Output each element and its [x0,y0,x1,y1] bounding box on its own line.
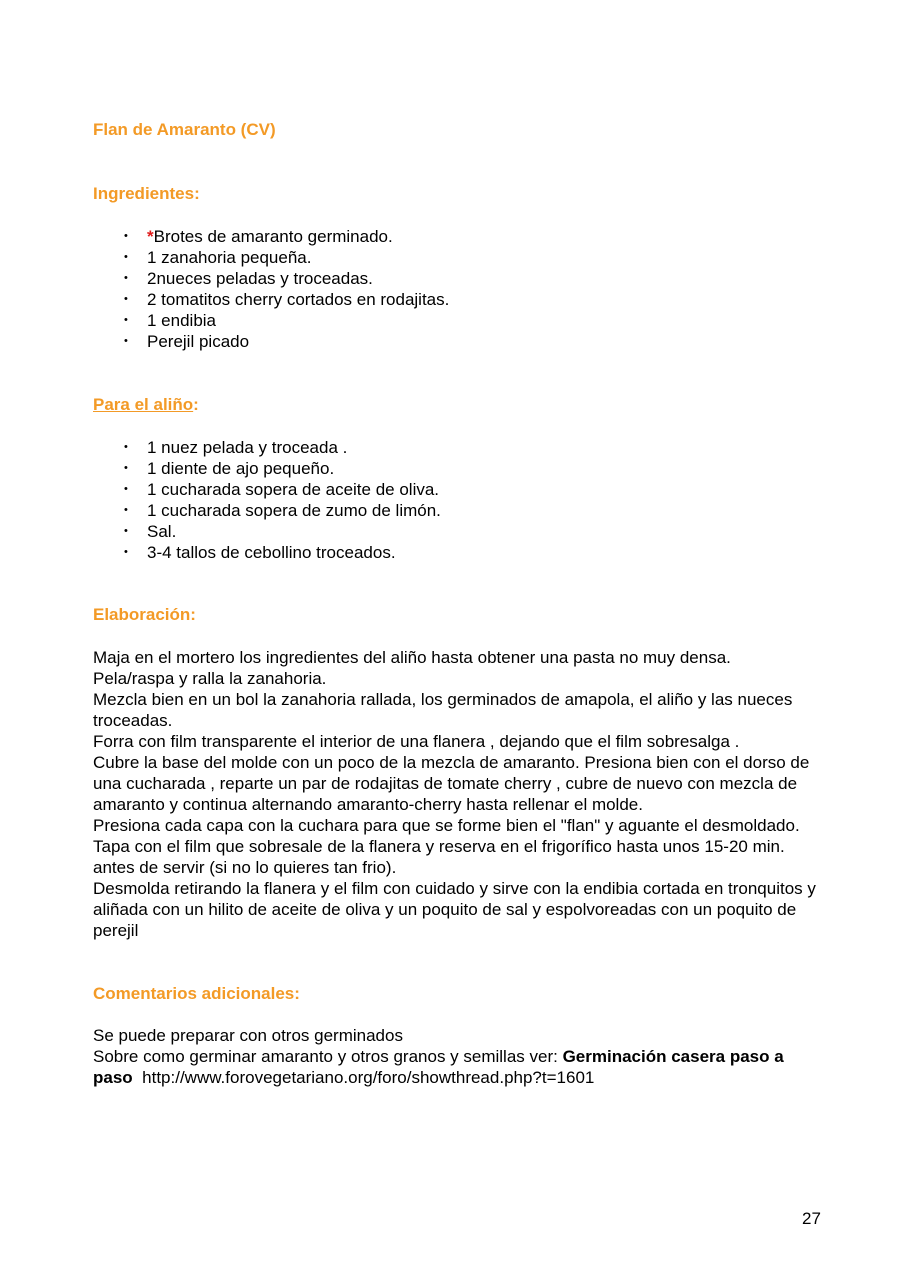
ingredient-item [93,310,449,331]
bullet-icon: • [124,441,128,453]
ingredient-text: Brotes de amaranto germinado. [153,227,393,246]
ingredient-item [93,289,449,310]
preparation-step: Presiona cada capa con la cuchara para que se forme bien el "flan" y aguante el desmoldado. [93,816,800,835]
preparation-step: Mezcla bien en un bol la zanahoria rallada, los germinados de amapola, el aliño y las nueces troceadas. [93,690,793,730]
comments-heading: Comentarios adicionales: [93,984,300,1003]
comment-prefix: Sobre como germinar amaranto y otros granos y semillas ver: [93,1047,563,1066]
preparation-text [93,647,823,941]
page-number: 27 [802,1209,821,1228]
ingredient-text: 2 tomatitos cherry cortados en rodajitas. [147,290,450,309]
dressing-heading-label: Para el aliño [93,395,194,414]
bullet-icon: • [124,462,128,474]
dressing-text: 1 diente de ajo pequeño. [147,459,335,478]
dressing-text: 3-4 tallos de cebollino troceados. [147,543,396,562]
dressing-text: Sal. [147,522,177,541]
bullet-icon: • [124,546,128,558]
dressing-heading-colon: : [193,395,199,414]
dressing-item [93,500,441,521]
comments-text [93,1025,823,1088]
ingredient-marker: * [147,227,154,246]
bullet-icon: • [124,504,128,516]
dressing-list [93,437,441,563]
dressing-text: 1 cucharada sopera de aceite de oliva. [147,480,440,499]
preparation-step: Maja en el mortero los ingredientes del aliño hasta obtener una pasta no muy densa. [93,648,731,667]
bullet-icon: • [124,272,128,284]
preparation-step: Pela/raspa y ralla la zanahoria. [93,669,327,688]
ingredient-text: 2nueces peladas y troceadas. [147,269,373,288]
ingredient-item [93,226,449,247]
dressing-heading [93,395,199,415]
preparation-step: Cubre la base del molde con un poco de la mezcla de amaranto. Presiona bien con el dorso de una cucharada , reparte un par de rodajitas de tomate cherry , cubre de nuevo con mezcla de amaranto y continua alternando amaranto-cherry hasta rellenar el molde. [93,753,810,814]
ingredient-text: Perejil picado [147,332,250,351]
guide-link[interactable]: http://www.forovegetariano.org/foro/showthread.php?t=1601 [142,1068,595,1087]
comment-line: Se puede preparar con otros germinados [93,1026,403,1045]
dressing-item [93,458,441,479]
preparation-heading: Elaboración: [93,605,196,624]
bullet-icon: • [124,335,128,347]
preparation-step: Forra con film transparente el interior de una flanera , dejando que el film sobresalga . [93,732,740,751]
ingredient-text: 1 endibia [147,311,217,330]
ingredient-item [93,247,449,268]
bullet-icon: • [124,230,128,242]
dressing-item [93,437,441,458]
ingredient-item [93,268,449,289]
recipe-title: Flan de Amaranto (CV) [93,120,276,139]
bullet-icon: • [124,314,128,326]
preparation-step: Desmolda retirando la flanera y el film con cuidado y sirve con la endibia cortada en tronquitos y aliñada con un hilito de aceite de oliva y un poquito de sal y espolvoreadas con un poquito de perejil [93,879,816,940]
ingredients-heading: Ingredientes: [93,184,200,203]
preparation-step: Tapa con el film que sobresale de la flanera y reserva en el frigorífico hasta unos 15-20 min. antes de servir (si no lo quieres tan frio). [93,837,785,877]
dressing-item [93,479,441,500]
dressing-item [93,542,441,563]
ingredient-text: 1 zanahoria pequeña. [147,248,312,267]
dressing-text: 1 cucharada sopera de zumo de limón. [147,501,441,520]
bullet-icon: • [124,483,128,495]
dressing-text: 1 nuez pelada y troceada . [147,438,348,457]
comment-line [93,1046,823,1088]
ingredient-item [93,331,449,352]
guide-title: Germinación casera paso a paso [93,1047,784,1087]
bullet-icon: • [124,525,128,537]
ingredients-list [93,226,449,352]
bullet-icon: • [124,293,128,305]
bullet-icon: • [124,251,128,263]
dressing-item [93,521,441,542]
